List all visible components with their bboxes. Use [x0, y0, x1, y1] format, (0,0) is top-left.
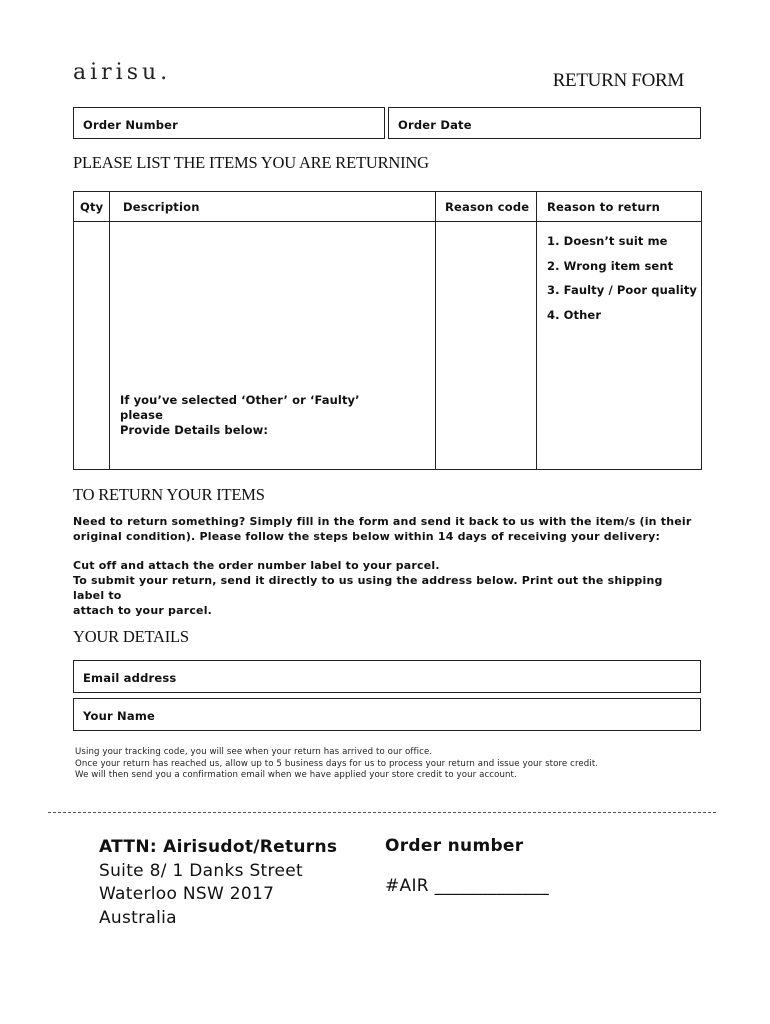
other-note-line1: If you’ve selected ‘Other’ or ‘Faulty’ please [120, 393, 360, 422]
col-qty: Qty [74, 192, 110, 222]
reason-item: 2. Wrong item sent [547, 258, 674, 273]
order-number-field[interactable] [73, 107, 385, 139]
qty-cell[interactable] [74, 222, 110, 470]
reason-list [537, 222, 701, 332]
reason-code-cell[interactable] [436, 222, 537, 470]
tracking-note-line2: Once your return has reached us, allow up to 5 business days for us to process your return and issue your store credit. [75, 758, 599, 769]
return-para2-line1: Cut off and attach the order number label to your parcel. [73, 559, 440, 572]
order-number-title: Order number [385, 836, 524, 856]
name-label: Your Name [83, 709, 156, 723]
return-paragraph-1 [73, 514, 693, 544]
cut-line [48, 812, 716, 813]
order-date-field[interactable] [388, 107, 701, 139]
address-line3: Australia [99, 907, 177, 928]
col-reason-to-return: Reason to return [537, 192, 702, 222]
reason-item: 3. Faulty / Poor quality [547, 283, 698, 297]
order-date-label: Order Date [398, 118, 472, 132]
tracking-note-line1: Using your tracking code, you will see when your return has arrived to our office. [75, 747, 433, 757]
col-description: Description [110, 192, 436, 222]
return-para1-line1: Need to return something? Simply fill in the form and send it back to us with the item/s (in their [73, 515, 692, 528]
reason-item: 1. Doesn’t suit me [547, 234, 668, 248]
other-note [120, 393, 400, 438]
other-note-line2: Provide Details below: [120, 423, 269, 437]
form-title: RETURN FORM [552, 70, 684, 91]
email-label: Email address [83, 671, 177, 685]
brand-logo: airisu. [73, 60, 172, 85]
return-address [99, 836, 337, 930]
reason-list-cell [537, 222, 702, 470]
order-number-label: Order Number [83, 118, 179, 132]
return-paragraph-2 [73, 558, 693, 618]
col-reason-code: Reason code [436, 192, 537, 222]
address-line2: Waterloo NSW 2017 [99, 884, 275, 904]
tracking-note [75, 747, 695, 782]
details-heading: YOUR DETAILS [73, 627, 189, 646]
items-table [73, 191, 702, 470]
return-para2-line2: To submit your return, send it directly to us using the address below. Print out the shipping label to [73, 574, 663, 602]
items-heading: PLEASE LIST THE ITEMS YOU ARE RETURNING [73, 153, 429, 172]
address-line1: Suite 8/ 1 Danks Street [99, 860, 303, 881]
return-para2-line3: attach to your parcel. [73, 604, 213, 617]
order-number-code[interactable]: #AIR _____________ [385, 876, 550, 896]
email-field[interactable] [73, 660, 701, 693]
return-para1-line2: original condition). Please follow the steps below within 14 days of receiving your delivery: [73, 530, 661, 543]
return-heading: TO RETURN YOUR ITEMS [73, 485, 265, 504]
reason-item: 4. Other [547, 307, 602, 322]
name-field[interactable] [73, 698, 701, 731]
description-cell[interactable] [110, 222, 436, 470]
tracking-note-line3: We will then send you a confirmation email when we have applied your store credit to your account. [75, 770, 517, 780]
attn-line: ATTN: Airisudot/Returns [99, 837, 338, 857]
